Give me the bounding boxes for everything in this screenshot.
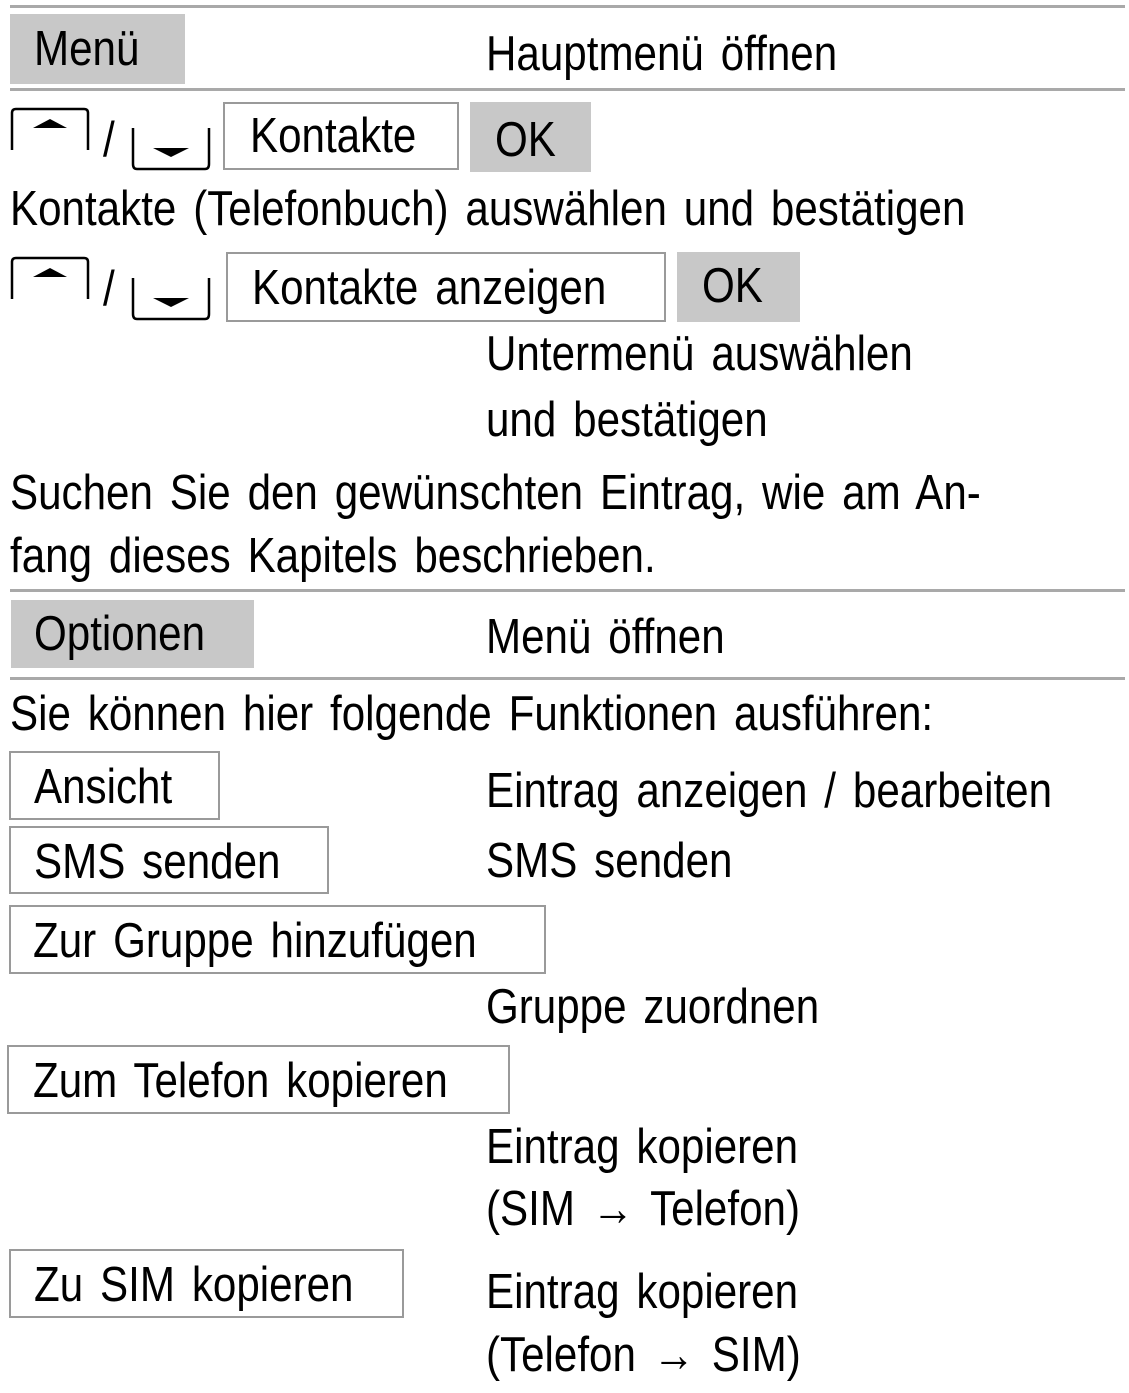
option-description-line: (Telefon → SIM) (486, 1328, 801, 1382)
ok-softkey[interactable] (677, 252, 800, 322)
option-description-line: (SIM → Telefon) (486, 1182, 800, 1236)
step-description-line: Untermenü auswählen (486, 327, 913, 381)
divider (10, 88, 1125, 91)
step-description: Menü öffnen (486, 610, 725, 664)
ok-softkey[interactable] (470, 102, 591, 172)
menu-softkey-label: Menü (34, 22, 140, 76)
down-key-icon[interactable] (131, 276, 211, 322)
menu-softkey[interactable] (10, 14, 185, 84)
option-description-line: Eintrag kopieren (486, 1265, 799, 1319)
divider (10, 589, 1125, 592)
menu-item-kontakte-anzeigen[interactable] (226, 252, 666, 322)
option-label: Zu SIM kopieren (34, 1258, 354, 1312)
step-description: Kontakte (Telefonbuch) auswählen und bestätigen (10, 182, 966, 236)
step-description-line: und bestätigen (486, 393, 768, 447)
divider (10, 677, 1125, 680)
option-description-line: Eintrag kopieren (486, 1120, 799, 1174)
option-zur-gruppe-hinzufuegen[interactable] (9, 905, 546, 974)
option-label: Zur Gruppe hinzufügen (33, 914, 477, 968)
option-description: SMS senden (486, 834, 733, 888)
down-key-icon[interactable] (131, 126, 211, 172)
search-instruction-line: Suchen Sie den gewünschten Eintrag, wie am An- (10, 466, 981, 520)
functions-intro: Sie können hier folgende Funktionen ausführen: (10, 687, 934, 741)
ok-label: OK (495, 113, 556, 167)
divider (10, 5, 1125, 8)
option-ansicht[interactable] (9, 751, 220, 820)
option-label: Zum Telefon kopieren (33, 1054, 448, 1108)
option-label: Ansicht (34, 760, 173, 814)
up-key-icon[interactable] (10, 256, 90, 306)
menu-item-kontakte[interactable] (223, 102, 459, 170)
option-description: Gruppe zuordnen (486, 980, 820, 1034)
search-instruction-line: fang dieses Kapitels beschrieben. (10, 529, 656, 583)
option-label: SMS senden (34, 835, 281, 889)
options-softkey-label: Optionen (34, 607, 206, 661)
menu-item-label: Kontakte anzeigen (252, 261, 607, 315)
nav-separator: / (103, 262, 115, 316)
menu-item-label: Kontakte (250, 109, 417, 163)
option-zum-telefon-kopieren[interactable] (7, 1045, 510, 1114)
step-description: Hauptmenü öffnen (486, 27, 838, 81)
up-key-icon[interactable] (10, 107, 90, 157)
option-sms-senden[interactable] (9, 826, 329, 894)
options-softkey[interactable] (11, 600, 254, 668)
option-description: Eintrag anzeigen / bearbeiten (486, 764, 1053, 818)
ok-label: OK (702, 259, 763, 313)
option-zu-sim-kopieren[interactable] (9, 1249, 404, 1318)
nav-separator: / (103, 113, 115, 167)
